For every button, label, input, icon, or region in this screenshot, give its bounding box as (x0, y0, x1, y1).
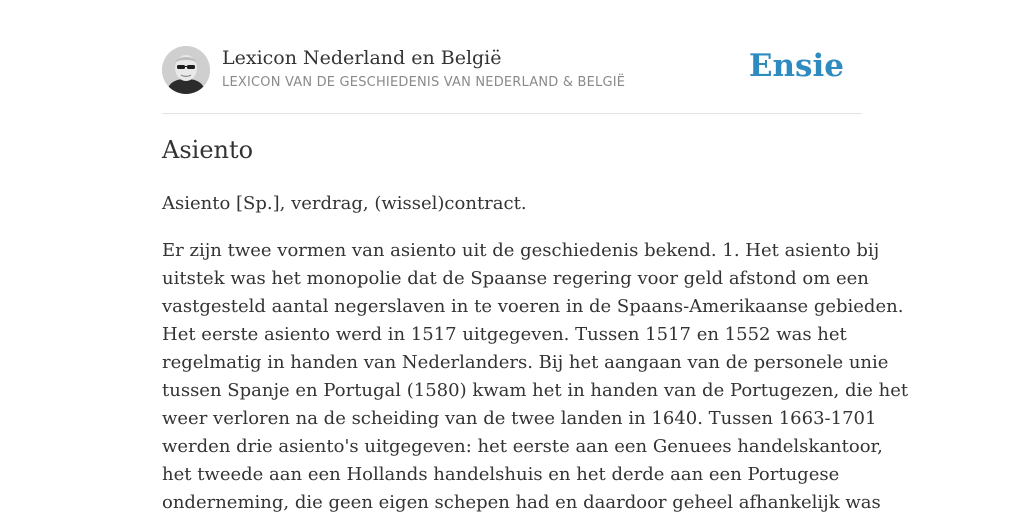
article-content (162, 190, 909, 512)
body-line: tussen Spanje en Portugal (1580) kwam het in handen van de Portugezen, die het (162, 380, 909, 401)
body-line: Er zijn twee vormen van asiento uit de geschiedenis bekend. 1. Het asiento bij (162, 240, 880, 261)
avatar[interactable] (162, 46, 210, 94)
page-title: Asiento (162, 136, 254, 164)
person-portrait-icon (162, 46, 210, 94)
body-paragraph (162, 237, 909, 512)
lead-paragraph: Asiento [Sp.], verdrag, (wissel)contract. (162, 193, 527, 214)
body-line: Het eerste asiento werd in 1517 uitgegeven. Tussen 1517 en 1552 was het (162, 324, 847, 345)
body-line: werden drie asiento's uitgegeven: het eerste aan een Genuees handelskantoor, (162, 436, 883, 457)
source-header (162, 46, 862, 96)
body-line: regelmatig in handen van Nederlanders. Bij het aangaan van de personele unie (162, 352, 889, 373)
brand-logo[interactable]: Ensie (748, 48, 844, 84)
body-line: vastgesteld aantal negerslaven in te voeren in de Spaans-Amerikaanse gebieden. (162, 296, 904, 317)
body-line: uitstek was het monopolie dat de Spaanse regering voor geld afstond om een (162, 268, 869, 289)
body-line: weer verloren na de scheiding van de twee landen in 1640. Tussen 1663-1701 (162, 408, 877, 429)
body-line: het tweede aan een Hollands handelshuis en het derde aan een Portugese (162, 464, 840, 485)
source-subtitle: LEXICON VAN DE GESCHIEDENIS VAN NEDERLAND & BELGIË (222, 75, 626, 90)
source-name[interactable]: Lexicon Nederland en België (222, 47, 502, 69)
header-divider (162, 113, 862, 114)
body-line: onderneming, die geen eigen schepen had en daardoor geheel afhankelijk was (162, 492, 881, 512)
